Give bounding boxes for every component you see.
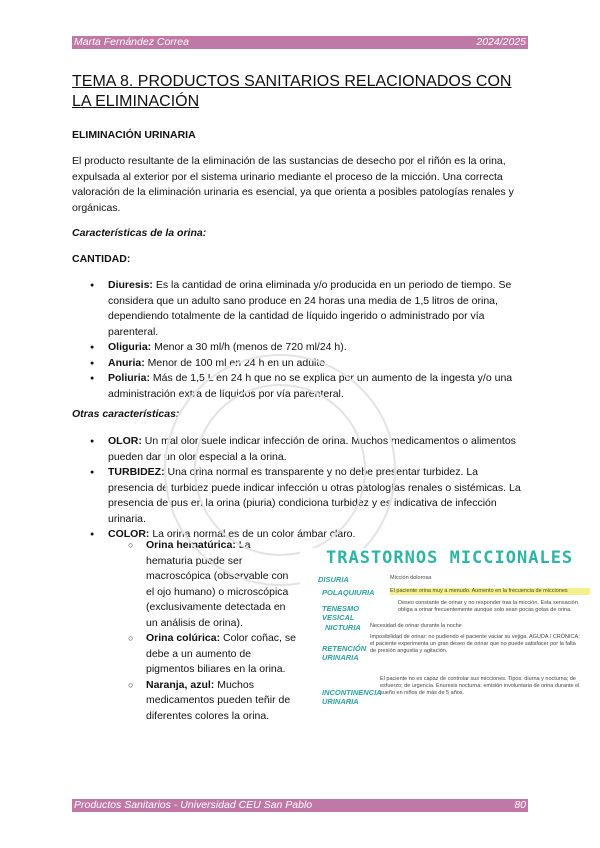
other-characteristics-heading: Otras características:: [72, 408, 180, 420]
other-list: [90, 434, 522, 543]
infographic-text: Deseo constante de orinar y no responder tras la micción. Esta sensación obliga a orinar frecuentemente aunque solo sean pocas gotas de orina.: [398, 600, 578, 613]
infographic-title: TRASTORNOS MICCIONALES: [326, 548, 574, 568]
color-sublist: [128, 538, 298, 724]
list-item: ● Anuria: Menor de 100 ml en 24 h en un adulto.: [90, 356, 522, 372]
header-author: Marta Fernández Correa: [74, 36, 189, 48]
infographic-label: DISURIA: [318, 575, 349, 584]
list-item: ○ Orina hematúrica: La hematuria puede ser macroscópica (observable con el ojo humano) o microscópica (exclusivamente detectada en un análisis de orina).: [128, 538, 298, 631]
section-heading: ELIMINACIÓN URINARIA: [72, 129, 196, 141]
list-item: ● COLOR: La orina normal es de un color ámbar claro.: [90, 527, 522, 543]
list-item: ○ Naranja, azul: Muchos medicamentos pueden teñir de diferentes colores la orina.: [128, 678, 298, 725]
list-item: ● OLOR: Un mal olor suele indicar infección de orina. Muchos medicamentos o alimentos pueden dar un olor especial a la orina.: [90, 434, 522, 465]
infographic-label: POLAQUIURIA: [322, 588, 375, 597]
page-number: 80: [514, 799, 526, 811]
list-item: ● TURBIDEZ: Una orina normal es transparente y no debe presentar turbidez. La presencia de turbidez puede indicar infección u otras patologías renales o sistémicas. La presencia de pus en la orina (piuria) condiciona turbidez y es indicativa de infección urinaria.: [90, 465, 522, 527]
infographic-text: Micción dolorosa: [390, 575, 432, 581]
infographic-label: TENESMO VESICAL: [322, 604, 360, 622]
list-item: ● Poliuria: Más de 1,5 L en 24 h que no se explica por un aumento de la ingesta y/o una administración extra de líquidos por vía parenteral.: [90, 371, 522, 402]
list-item: ● Oliguria: Menor a 30 ml/h (menos de 720 ml/24 h).: [90, 340, 522, 356]
characteristics-heading: Características de la orina:: [72, 227, 207, 239]
infographic-text: Imposibilidad de orinar: no pudiendo el paciente vaciar su vejiga. AGUDA / CRÓNICA: el paciente experimenta un gran deseo de orinar que no puede satisfacer por la falta de presión angustia y agitación.: [370, 634, 580, 654]
infographic-text: El paciente no es capaz de controlar sus micciones. Tipos: diurna y nocturna; de esfuerzo; de urgencia. Enuresis nocturna: emisión involuntaria de orina durante el sueño en niños de más de 5 años.: [380, 676, 580, 696]
intro-paragraph: El producto resultante de la eliminación de las sustancias de desecho por el riñón es la orina, expulsada al exterior por el sistema urinario mediante el proceso de la micción. Una correcta valoración de la eliminación urinaria es esencial, ya que orienta a posibles patologías renales y orgánicas.: [72, 155, 514, 214]
footer-course: Productos Sanitarios - Universidad CEU San Pablo: [74, 799, 313, 811]
list-item: ○ Orina colúrica: Color coñac, se debe a un aumento de pigmentos biliares en la orina.: [128, 631, 298, 678]
infographic-text: El paciente orina muy a menudo. Aumento en la frecuencia de micciones: [390, 588, 590, 595]
infographic-label: NICTURIA: [325, 623, 361, 632]
page-footer: [72, 799, 528, 812]
page-title: TEMA 8. PRODUCTOS SANITARIOS RELACIONADOS CON LA ELIMINACIÓN: [72, 73, 512, 110]
infographic-text: Necesidad de orinar durante la noche: [370, 623, 462, 629]
quantity-list: [90, 278, 522, 402]
quantity-heading: CANTIDAD:: [72, 253, 131, 265]
infographic-label: RETENCIÓN URINARIA: [322, 644, 367, 662]
infographic-urinary-disorders: [300, 548, 590, 733]
list-item: ● Diuresis: Es la cantidad de orina eliminada y/o producida en un periodo de tiempo. Se considera que un adulto sano produce en 24 horas una media de 1,5 litros de orina, dependiendo totalmente de la cantidad de líquido ingerido o administrado por vía parenteral.: [90, 278, 522, 340]
header-year: 2024/2025: [476, 36, 526, 48]
page-header: [72, 36, 528, 49]
infographic-label: INCONTINENCIA URINARIA: [322, 688, 382, 706]
